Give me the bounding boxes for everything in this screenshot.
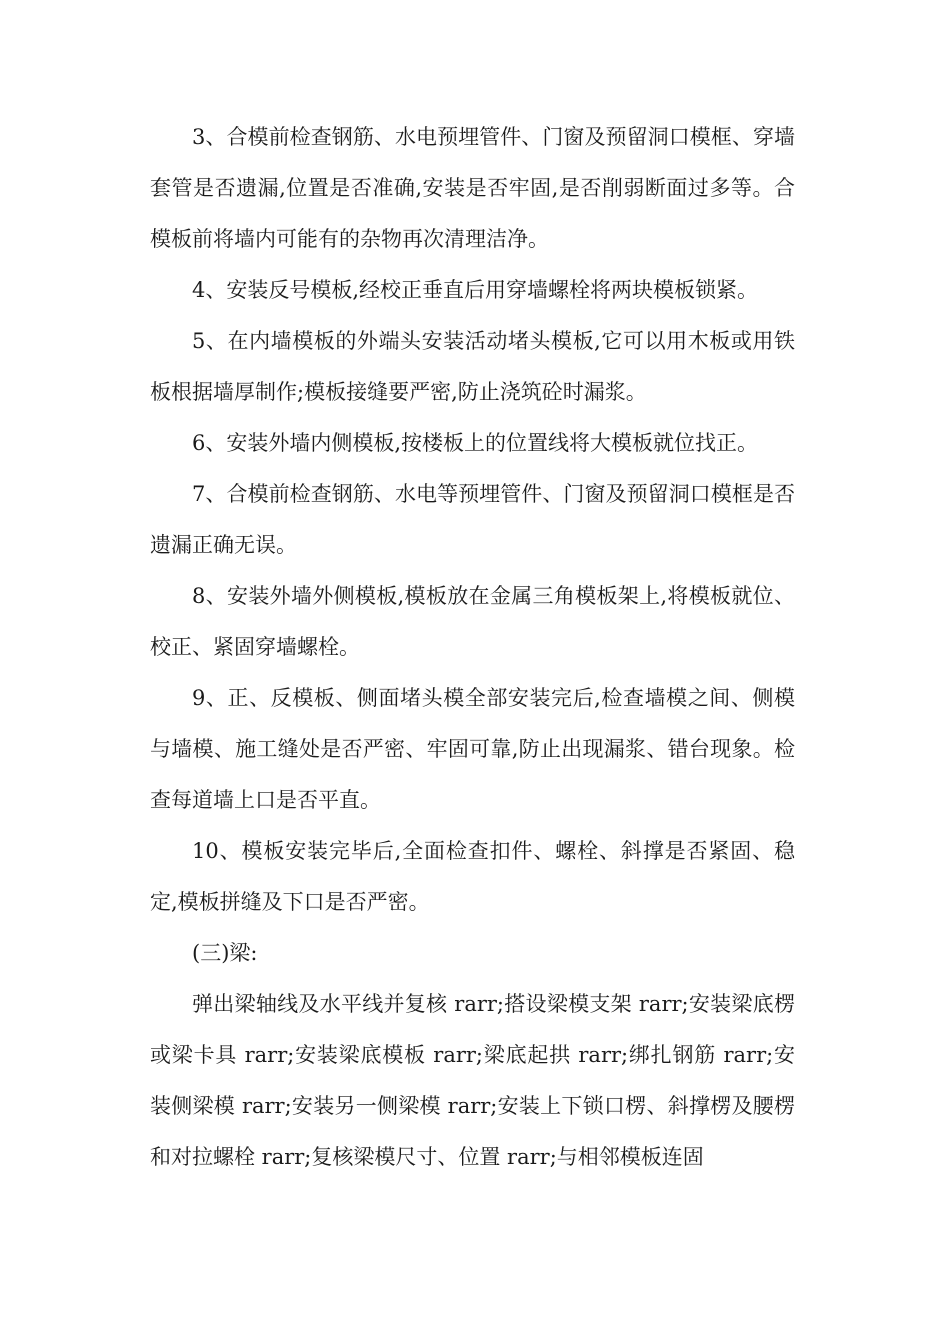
paragraph-item-3: 3、合模前检查钢筋、水电预埋管件、门窗及预留洞口模框、穿墙套管是否遗漏,位置是否准确,安装是否牢固,是否削弱断面过多等。合模板前将墙内可能有的杂物再次清理洁净。 bbox=[150, 125, 795, 251]
paragraph-item-7: 7、合模前检查钢筋、水电等预埋管件、门窗及预留洞口模框是否遗漏正确无误。 bbox=[150, 482, 795, 557]
paragraph-item-6: 6、安装外墙内侧模板,按楼板上的位置线将大模板就位找正。 bbox=[192, 431, 759, 455]
paragraph-item-4: 4、安装反号模板,经校正垂直后用穿墙螺栓将两块模板锁紧。 bbox=[192, 278, 759, 302]
paragraph-beam-procedure: 弹出梁轴线及水平线并复核 rarr;搭设梁模支架 rarr;安装梁底楞或梁卡具 rarr;安装梁底模板 rarr;梁底起拱 rarr;绑扎钢筋 rarr;安装侧梁模 rarr;安装另一侧梁模 rarr;安装上下锁口楞、斜撑楞及腰楞和对拉螺栓 rarr;复核梁模尺寸、位置 rarr;与相邻模板连固 bbox=[150, 992, 795, 1169]
paragraph-item-8: 8、安装外墙外侧模板,模板放在金属三角模板架上,将模板就位、校正、紧固穿墙螺栓。 bbox=[150, 584, 795, 659]
paragraph-item-5: 5、在内墙模板的外端头安装活动堵头模板,它可以用木板或用铁板根据墙厚制作;模板接缝要严密,防止浇筑砼时漏浆。 bbox=[150, 329, 795, 404]
document-body bbox=[150, 112, 795, 1183]
section-heading-beam: (三)梁: bbox=[192, 941, 258, 965]
paragraph-item-9: 9、正、反模板、侧面堵头模全部安装完后,检查墙模之间、侧模与墙模、施工缝处是否严密、牢固可靠,防止出现漏浆、错台现象。检查每道墙上口是否平直。 bbox=[150, 686, 795, 812]
paragraph-item-10: 10、模板安装完毕后,全面检查扣件、螺栓、斜撑是否紧固、稳定,模板拼缝及下口是否严密。 bbox=[150, 839, 795, 914]
